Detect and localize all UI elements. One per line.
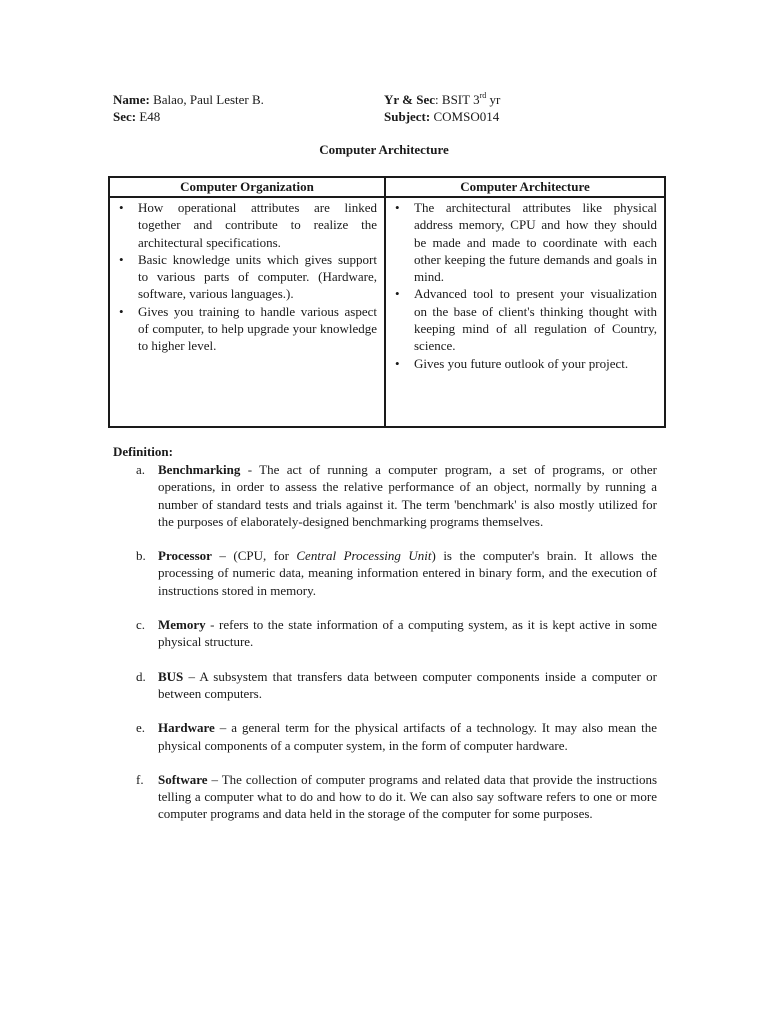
subject-label: Subject: bbox=[384, 109, 431, 124]
table-row bbox=[109, 197, 665, 427]
bullet-icon: • bbox=[395, 286, 400, 302]
architecture-cell bbox=[385, 197, 665, 427]
yr-sec-line bbox=[384, 91, 500, 108]
name-value: Balao, Paul Lester B. bbox=[153, 92, 264, 107]
sec-line bbox=[113, 108, 160, 125]
list-item-text: Basic knowledge units which gives support to various parts of computer. (Hardware, software, various languages.). bbox=[138, 251, 377, 302]
name-label: Name: bbox=[113, 92, 150, 107]
yr-sec-label: Yr & Sec bbox=[384, 92, 436, 107]
definition-item bbox=[113, 771, 657, 823]
bullet-icon: • bbox=[119, 200, 124, 215]
definitions-list bbox=[113, 461, 657, 823]
definition-text: A subsystem that transfers data between computer components inside a computer or between computers. bbox=[158, 668, 657, 701]
definition-term: Hardware bbox=[158, 720, 215, 736]
definition-text: a general term for the physical artifacts of a technology. It may also mean the physical components of a computer system, in the form of computer hardware. bbox=[158, 720, 658, 753]
list-item-text: Gives you training to handle various aspect of computer, to help upgrade your knowledge to higher level. bbox=[138, 303, 377, 354]
subject-line bbox=[384, 108, 499, 125]
bullet-icon: • bbox=[395, 355, 400, 371]
definition-letter: f. bbox=[136, 771, 144, 787]
definition-text: The collection of computer programs and related data that provide the instructions telling a computer what to do and how to do it. We can also say software refers to one or more computer programs and data held in the storage of the computer for some purposes. bbox=[158, 771, 658, 822]
definition-item bbox=[113, 461, 657, 530]
table-header-row bbox=[109, 177, 665, 197]
definition-text: refers to the state information of a computing system, as it is kept active in some physical structure. bbox=[158, 617, 657, 650]
definition-term: BUS bbox=[158, 668, 184, 684]
definition-term: Software bbox=[158, 771, 208, 787]
definition-separator: – bbox=[211, 548, 234, 564]
definition-item bbox=[113, 616, 657, 651]
yr-sec-value: : BSIT 3rd yr bbox=[435, 90, 501, 107]
definition-term: Processor bbox=[158, 548, 212, 564]
definition-italic: Central Processing Unit bbox=[296, 548, 432, 564]
definition-letter: d. bbox=[136, 668, 146, 684]
definition-separator: - bbox=[205, 617, 220, 633]
comparison-table bbox=[108, 176, 666, 428]
definition-letter: a. bbox=[136, 462, 146, 477]
architecture-list bbox=[392, 199, 657, 372]
list-item-text: Advanced tool to present your visualization on the base of client's thinking thought with keeping mind of all regulation of Country, science. bbox=[414, 286, 657, 354]
list-item bbox=[392, 285, 657, 354]
list-item bbox=[116, 251, 377, 303]
definition-separator: – bbox=[183, 668, 200, 684]
list-item bbox=[116, 303, 377, 355]
list-item-text: How operational attributes are linked together and contribute to realize the architectural specifications. bbox=[138, 200, 377, 250]
definition-text: The act of running a computer program, a set of programs, or other operations, in order to assess the relative performance of an object, normally by running a number of standard tests and trials against it. The term 'benchmark' is also mostly utilized for the purposes of elaborately-designed benchmarking programs themselves. bbox=[158, 462, 657, 529]
definitions-section bbox=[113, 443, 657, 840]
definition-term: Memory bbox=[158, 617, 206, 633]
organization-cell bbox=[109, 197, 385, 427]
definition-term: Benchmarking bbox=[158, 462, 241, 477]
definition-letter: b. bbox=[136, 548, 146, 564]
col-architecture-header: Computer Architecture bbox=[385, 177, 665, 197]
definitions-heading: Definition: bbox=[113, 444, 173, 459]
definition-item bbox=[113, 547, 657, 599]
definition-item bbox=[113, 668, 657, 703]
definition-separator: – bbox=[207, 771, 222, 787]
col-organization-header: Computer Organization bbox=[109, 177, 385, 197]
subject-value: COMSO014 bbox=[433, 109, 500, 124]
list-item bbox=[392, 355, 657, 372]
bullet-icon: • bbox=[395, 200, 400, 215]
list-item bbox=[116, 199, 377, 251]
sec-label: Sec: bbox=[113, 109, 137, 124]
definition-item bbox=[113, 719, 657, 754]
sec-value: E48 bbox=[139, 109, 161, 124]
definition-separator: – bbox=[214, 720, 232, 736]
definition-separator: - bbox=[240, 462, 260, 477]
definition-pre: (CPU, for bbox=[233, 548, 297, 564]
definition-text: ) is the computer's brain. It allows the processing of numeric data, meaning information entered in binary form, and the execution of instructions stored in memory. bbox=[158, 548, 658, 598]
bullet-icon: • bbox=[119, 303, 124, 319]
list-item-text: The architectural attributes like physical address memory, CPU and how they should be made and made to coordinate with each other keeping the future demands and goals in mind. bbox=[414, 200, 657, 285]
bullet-icon: • bbox=[119, 251, 124, 267]
definition-letter: e. bbox=[136, 720, 146, 736]
definition-letter: c. bbox=[136, 617, 146, 633]
document-title: Computer Architecture bbox=[319, 142, 449, 157]
list-item-text: Gives you future outlook of your project. bbox=[414, 355, 629, 371]
list-item bbox=[392, 199, 657, 285]
name-line bbox=[113, 91, 264, 108]
organization-list bbox=[116, 199, 377, 355]
